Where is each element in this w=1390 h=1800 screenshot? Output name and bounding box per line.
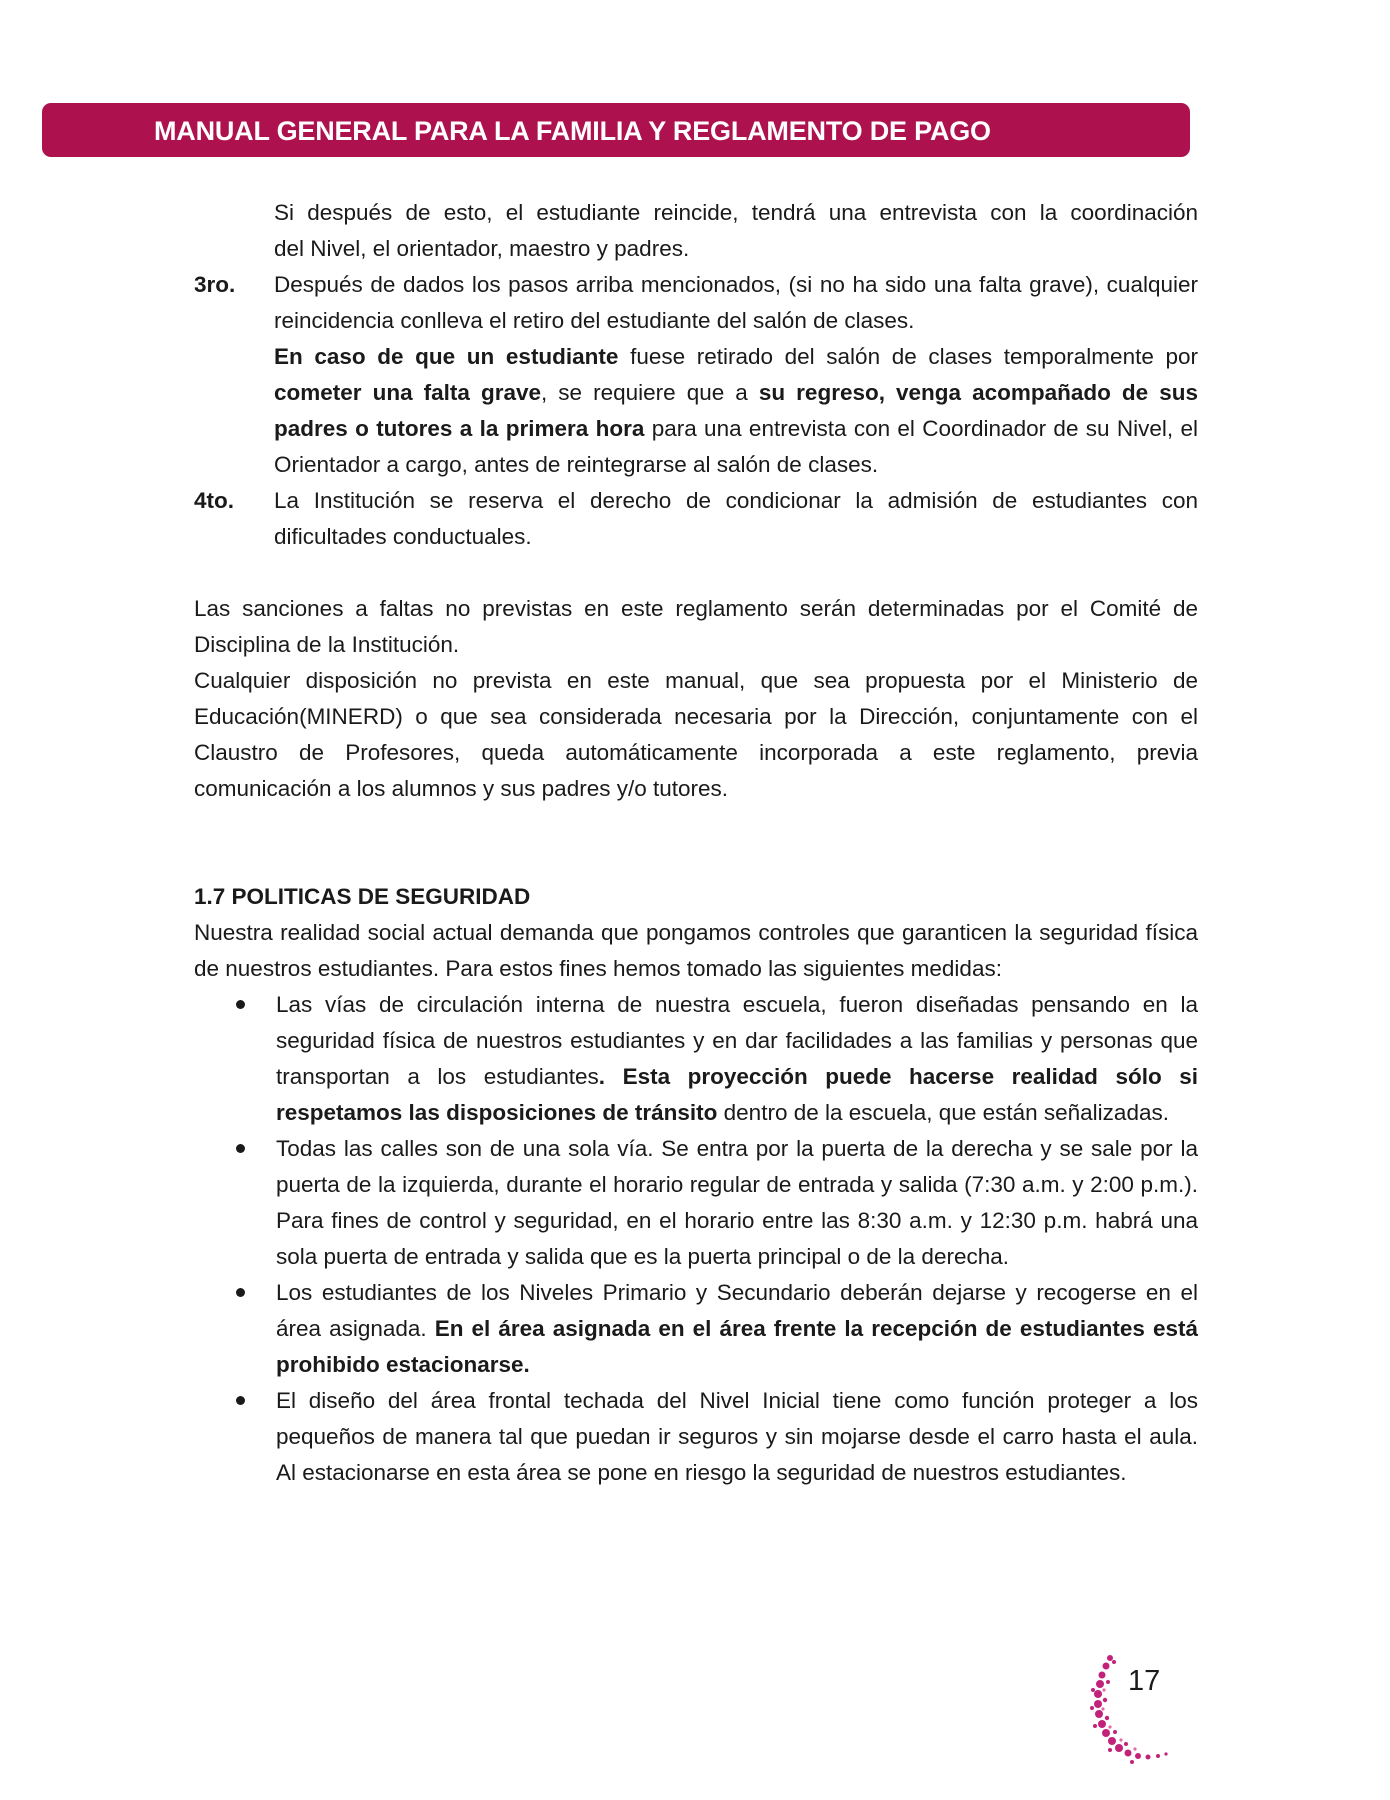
bullet-icon [236, 1000, 245, 1009]
list-item [194, 1383, 1198, 1491]
bold-phrase: su regreso, venga acompañado de sus padres o tutores a la primera hora [274, 380, 1198, 441]
text-fragment: Los estudiantes de los Niveles Primario y Secundario deberán dejarse y recogerse en el área asignada. [276, 1280, 1198, 1341]
section-intro: Nuestra realidad social actual demanda que pongamos controles que garanticen la seguridad física de nuestros estudiantes. Para estos fines hemos tomado las siguientes medidas: [194, 920, 1198, 981]
page-number: 17 [1128, 1665, 1161, 1697]
page-content [194, 195, 1198, 1491]
list-item [194, 987, 1198, 1131]
bold-phrase: . Esta proyección puede hacerse realidad sólo si respetamos las disposiciones de tránsito [276, 1064, 1199, 1125]
list-item [194, 1275, 1198, 1383]
bold-phrase: En caso de que un estudiante [274, 344, 619, 369]
list-item-text: El diseño del área frontal techada del Nivel Inicial tiene como función proteger a los pequeños de manera tal que puedan ir seguros y sin mojarse desde el carro hasta el aula. Al estacionarse en esta área se pone en riesgo la seguridad de nuestros estudiantes. [276, 1388, 1198, 1485]
bullet-icon [236, 1396, 245, 1405]
list-item [194, 1131, 1198, 1275]
grave-fault-paragraph [274, 339, 1198, 483]
continued-paragraph-line2: del Nivel, el orientador, maestro y padres. [274, 236, 690, 261]
list-item-text: Todas las calles son de una sola vía. Se entra por la puerta de la derecha y se sale por la puerta de la izquierda, durante el horario regular de entrada y salida (7:30 a.m. y 2:00 p.m.). Para fines de control y seguridad, en el horario entre las 8:30 a.m. y 12:30 p.m. habrá una sola puerta de entrada y salida que es la puerta principal o de la derecha. [276, 1136, 1198, 1269]
bullet-icon [236, 1288, 245, 1297]
numbered-item-3 [194, 267, 1198, 483]
text-fragment: Las vías de circulación interna de nuestra escuela, fueron diseñadas pensando en la seguridad física de nuestros estudiantes y en dar facilidades a las familias y personas que transportan a los estudiantes [276, 992, 1198, 1089]
text-fragment: fuese retirado del salón de clases temporalmente por [618, 344, 1198, 369]
text-fragment: para una entrevista con el Coordinador de su Nivel, el Orientador a cargo, antes de reintegrarse al salón de clases. [274, 416, 1198, 477]
bold-phrase: En el área asignada en el área frente la recepción de estudiantes está prohibido estacionarse. [276, 1316, 1198, 1377]
provisions-paragraph: Cualquier disposición no prevista en este manual, que sea propuesta por el Ministerio de Educación(MINERD) o que sea considerada necesaria por la Dirección, conjuntamente con el Claustro de Profesores, queda automáticamente incorporada a este reglamento, previa comunicación a los alumnos y sus padres y/o tutores. [194, 668, 1198, 801]
text-fragment: , se requiere que a [541, 380, 759, 405]
numbered-item-text: Después de dados los pasos arriba mencionados, (si no ha sido una falta grave), cualquier reincidencia conlleva el retiro del estudiante del salón de clases. [274, 272, 1198, 333]
document-title: MANUAL GENERAL PARA LA FAMILIA Y REGLAMENTO DE PAGO [154, 116, 991, 146]
continued-paragraph-line1: Si después de esto, el estudiante reincide, tendrá una entrevista con la coordinación [274, 200, 1198, 225]
bullet-icon [236, 1144, 245, 1153]
numbered-item-label: 3ro. [194, 272, 236, 297]
numbered-item-text: La Institución se reserva el derecho de condicionar la admisión de estudiantes con dificultades conductuales. [274, 488, 1198, 549]
text-fragment: dentro de la escuela, que están señalizadas. [717, 1100, 1169, 1125]
bold-phrase: cometer una falta grave [274, 380, 541, 405]
header-bar [42, 103, 1190, 157]
numbered-item-4 [194, 483, 1198, 555]
security-measures-list [194, 987, 1198, 1491]
numbered-item-label: 4to. [194, 488, 235, 513]
section-heading: 1.7 POLITICAS DE SEGURIDAD [194, 884, 531, 909]
sanctions-paragraph: Las sanciones a faltas no previstas en este reglamento serán determinadas por el Comité de Disciplina de la Institución. [194, 596, 1198, 657]
